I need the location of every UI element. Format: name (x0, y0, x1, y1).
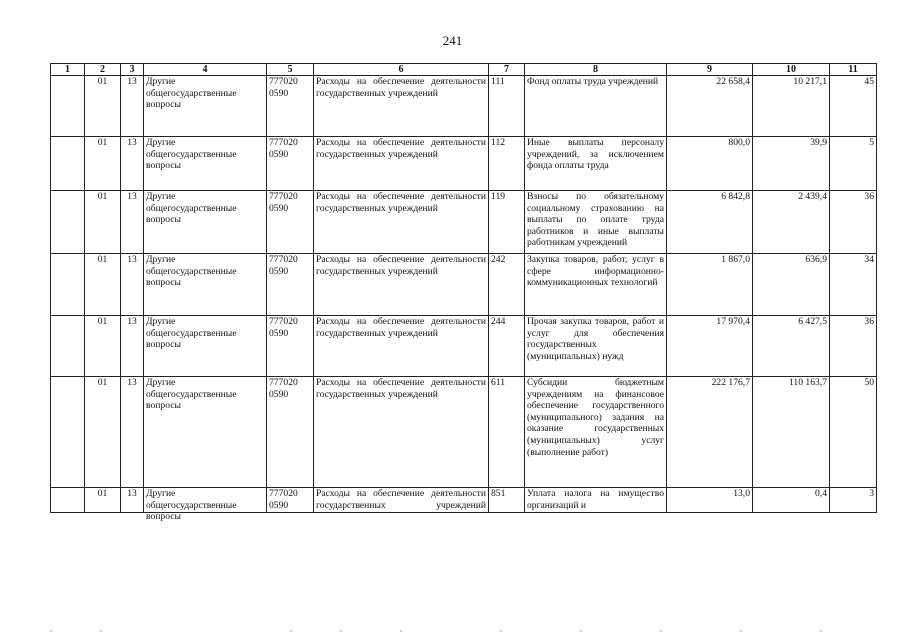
cell-plan: 800,0 (667, 137, 753, 191)
cell-article-name: Расходы на обеспечение деятельности государственных учреждений (314, 316, 489, 377)
cell-expense-name: Субсидии бюджетным учреждениям на финансовое обеспечение государственного (муниципального) задания на оказание государственных (муниципальных) услуг (выполнение работ) (525, 377, 667, 488)
scan-artifacts (40, 628, 870, 634)
column-header: 10 (753, 64, 830, 76)
cell-article-name: Расходы на обеспечение деятельности государственных учреждений (314, 76, 489, 137)
cell-actual: 10 217,1 (753, 76, 830, 137)
column-header: 4 (144, 64, 267, 76)
cell-section-name: Другие общегосударственные вопросы (144, 254, 267, 316)
cell-section-name: Другие общегосударственные вопросы (144, 191, 267, 254)
cell-section: 01 (85, 488, 121, 513)
cell-expense-type: 112 (489, 137, 525, 191)
cell-plan: 1 867,0 (667, 254, 753, 316)
cell-expense-name: Взносы по обязательному социальному страхованию на выплаты по оплате труда работников и иные выплаты работникам учреждений (525, 191, 667, 254)
cell-actual: 636,9 (753, 254, 830, 316)
cell-target-article: 777020 0590 (267, 76, 314, 137)
cell-expense-name: Уплата налога на имущество организаций и (525, 488, 667, 513)
cell-subsection: 13 (121, 316, 144, 377)
table-row (51, 254, 877, 316)
column-header: 8 (525, 64, 667, 76)
column-header: 6 (314, 64, 489, 76)
cell-expense-name: Закупка товаров, работ, услуг в сфере информационно-коммуникационных технологий (525, 254, 667, 316)
cell-section-name: Другие общегосударственные вопросы (144, 316, 267, 377)
cell-expense-type: 851 (489, 488, 525, 513)
cell-section: 01 (85, 254, 121, 316)
cell-section: 01 (85, 191, 121, 254)
cell-col1 (51, 377, 85, 488)
cell-expense-type: 244 (489, 316, 525, 377)
cell-target-article: 777020 0590 (267, 191, 314, 254)
cell-col1 (51, 488, 85, 513)
cell-subsection: 13 (121, 254, 144, 316)
cell-article-name: Расходы на обеспечение деятельности государственных учреждений (314, 191, 489, 254)
cell-section-name-text: Другие общегосударственные вопросы (146, 488, 237, 523)
cell-expense-name: Фонд оплаты труда учреждений (525, 76, 667, 137)
column-header: 7 (489, 64, 525, 76)
cell-actual: 110 163,7 (753, 377, 830, 488)
column-header: 9 (667, 64, 753, 76)
table-row (51, 488, 877, 513)
cell-expense-type: 111 (489, 76, 525, 137)
cell-percent: 36 (830, 316, 877, 377)
cell-percent: 3 (830, 488, 877, 513)
cell-plan: 13,0 (667, 488, 753, 513)
cell-col1 (51, 76, 85, 137)
cell-article-name: Расходы на обеспечение деятельности государственных учреждений (314, 377, 489, 488)
cell-section-name: Другие общегосударственные вопросы (144, 137, 267, 191)
cell-section-name: Другие общегосударственные вопросы (144, 377, 267, 488)
cell-target-article: 777020 0590 (267, 488, 314, 513)
cell-col1 (51, 191, 85, 254)
cell-percent: 36 (830, 191, 877, 254)
cell-target-article: 777020 0590 (267, 377, 314, 488)
cell-article-name-text: Расходы на обеспечение деятельности государственных учреждений (316, 488, 486, 511)
column-header: 5 (267, 64, 314, 76)
cell-section: 01 (85, 76, 121, 137)
cell-plan: 22 658,4 (667, 76, 753, 137)
cell-subsection: 13 (121, 137, 144, 191)
cell-section: 01 (85, 316, 121, 377)
cell-target-article: 777020 0590 (267, 254, 314, 316)
cell-col1 (51, 316, 85, 377)
cell-expense-type: 242 (489, 254, 525, 316)
table-row (51, 316, 877, 377)
column-header: 3 (121, 64, 144, 76)
cell-percent: 50 (830, 377, 877, 488)
cell-article-name (314, 488, 489, 513)
cell-plan: 6 842,8 (667, 191, 753, 254)
table-row (51, 76, 877, 137)
cell-expense-type: 611 (489, 377, 525, 488)
table-row (51, 191, 877, 254)
table-row (51, 377, 877, 488)
cell-actual: 6 427,5 (753, 316, 830, 377)
cell-subsection: 13 (121, 488, 144, 513)
table-header-row (51, 64, 877, 76)
cell-expense-name: Иные выплаты персоналу учреждений, за исключением фонда оплаты труда (525, 137, 667, 191)
page-number: 241 (442, 33, 463, 48)
table-row (51, 137, 877, 191)
cell-expense-name: Прочая закупка товаров, работ и услуг для обеспечения государственных (муниципальных) нужд (525, 316, 667, 377)
cell-target-article: 777020 0590 (267, 316, 314, 377)
cell-section: 01 (85, 377, 121, 488)
budget-table (50, 63, 877, 523)
cell-col1 (51, 254, 85, 316)
cell-expense-type: 119 (489, 191, 525, 254)
cell-article-name: Расходы на обеспечение деятельности государственных учреждений (314, 137, 489, 191)
cell-section-name: Другие общегосударственные вопросы (144, 76, 267, 137)
cell-col1 (51, 137, 85, 191)
cell-percent: 34 (830, 254, 877, 316)
cell-actual: 0,4 (753, 488, 830, 513)
cell-plan: 222 176,7 (667, 377, 753, 488)
cell-subsection: 13 (121, 377, 144, 488)
cell-actual: 2 439,4 (753, 191, 830, 254)
cell-subsection: 13 (121, 191, 144, 254)
cell-subsection: 13 (121, 76, 144, 137)
cell-percent: 5 (830, 137, 877, 191)
cell-target-article: 777020 0590 (267, 137, 314, 191)
cell-article-name: Расходы на обеспечение деятельности государственных учреждений (314, 254, 489, 316)
column-header: 11 (830, 64, 877, 76)
cell-actual: 39,9 (753, 137, 830, 191)
cell-plan: 17 970,4 (667, 316, 753, 377)
cell-percent: 45 (830, 76, 877, 137)
cell-section-name (144, 488, 267, 523)
cell-section: 01 (85, 137, 121, 191)
column-header: 1 (51, 64, 85, 76)
column-header: 2 (85, 64, 121, 76)
